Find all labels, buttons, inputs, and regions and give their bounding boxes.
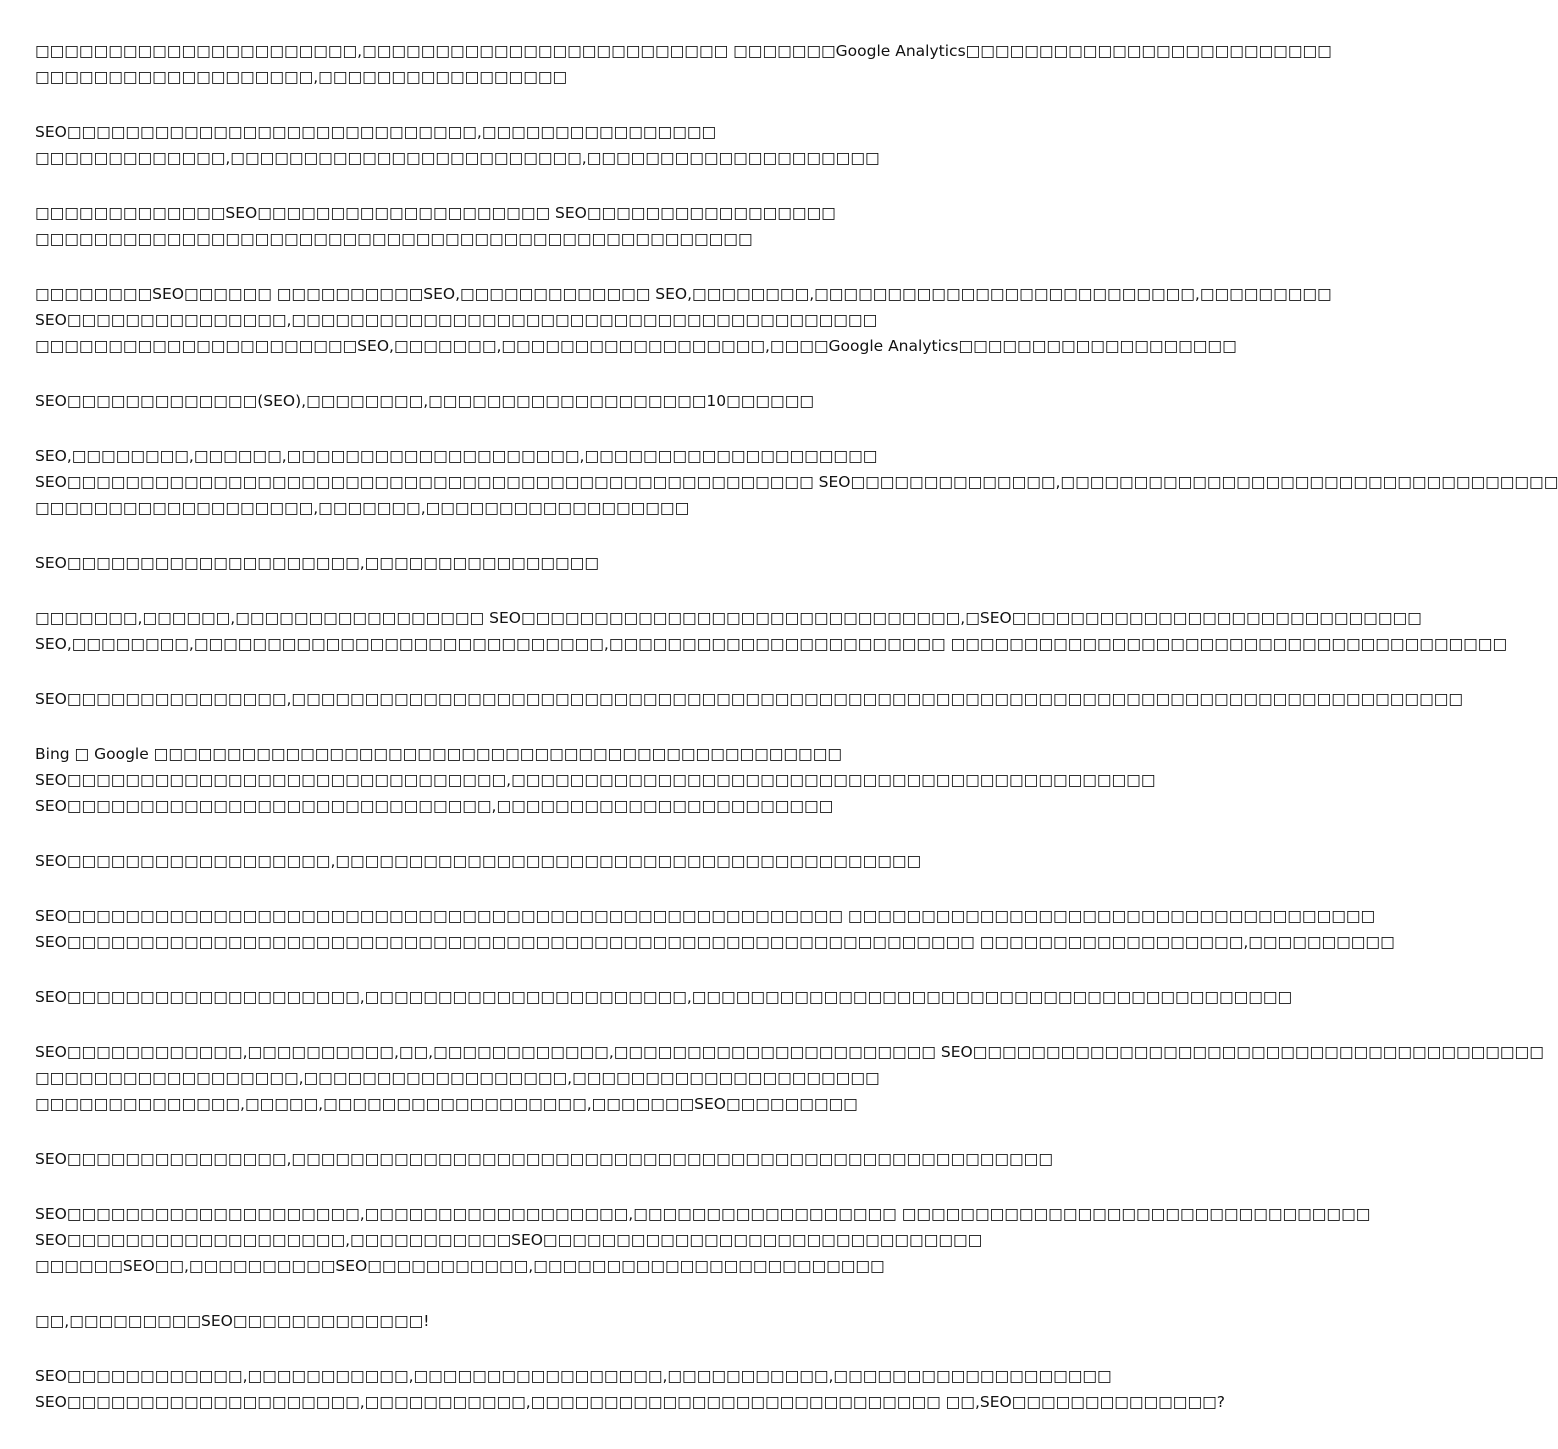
paragraph xyxy=(35,984,1293,1010)
paragraph-line: SEO□□□□□□□□□□□□,□□□□□□□□□□□,□□□□□□□□□□□□□□□□□,□□□□□□□□□□□,□□□□□□□□□□□□□□□□□□□ xyxy=(35,1367,1112,1385)
paragraph-line: SEO□□□□□□□□□□□□□□□□□□□□□□□□□□□□□,□□□□□□□□□□□□□□□□□□□□□□□ xyxy=(35,797,834,815)
paragraph-line: □□□□□□□□□□□□□□□□□□,□□□□□□□□□□□□□□□□□□,□□□□□□□□□□□□□□□□□□□□□ xyxy=(35,1069,880,1087)
paragraph xyxy=(35,686,1464,712)
paragraph xyxy=(35,388,990,414)
paragraph-line: □□□□□□□□□□□□□□□□□□□□□□,□□□□□□□□□□□□□□□□□□□□□□□□□ □□□□□□□Google Analytics□□□□□□□□□□□□□□□□□□□□□□□□□ xyxy=(35,42,1332,60)
paragraph-line: □□□□□□SEO□□,□□□□□□□□□□SEO□□□□□□□□□□□,□□□□□□□□□□□□□□□□□□□□□□□□ xyxy=(35,1257,885,1275)
paragraph xyxy=(35,1201,1371,1279)
paragraph-line: □□□□□□□□□□□□□□□□□□□□□□□□□□□□□□□□□□□□□□□□□□□□□□□□□ xyxy=(35,230,753,248)
paragraph xyxy=(35,605,1508,657)
paragraph-line: SEO□□□□□□□□□□□□□(SEO),□□□□□□□□,□□□□□□□□□□□□□□□□□□□10□□□□□□ xyxy=(35,392,814,410)
paragraph xyxy=(35,1039,1544,1117)
paragraph-line: SEO□□□□□□□□□□□□□□□,□□□□□□□□□□□□□□□□□□□□□□□□□□□□□□□□□□□□□□□□□□□□□□□□□□□□□□□□□□□□□□□□□□□□□□□□□□□□□□□□ xyxy=(35,690,1464,708)
paragraph-line: SEO□□□□□□□□□□□□□□□,□□□□□□□□□□□□□□□□□□□□□□□□□□□□□□□□□□□□□□□□□□□□□□□□□□□□ xyxy=(35,1150,1053,1168)
paragraph-line: SEO□□□□□□□□□□□□□□□□□□□□□□□□□□□□,□□□□□□□□□□□□□□□□ xyxy=(35,123,717,141)
paragraph xyxy=(35,281,1332,359)
paragraph-line: Bing □ Google □□□□□□□□□□□□□□□□□□□□□□□□□□□□□□□□□□□□□□□□□□□□□□□ xyxy=(35,745,842,763)
paragraph xyxy=(35,443,1558,521)
paragraph-line: SEO□□□□□□□□□□□□□□□□□□□□,□□□□□□□□□□□,□□□□□□□□□□□□□□□□□□□□□□□□□□□□ □□,SEO□□□□□□□□□□□□□□? xyxy=(35,1393,1225,1411)
paragraph xyxy=(35,1363,1225,1415)
paragraph-line: SEO□□□□□□□□□□□□□□□□□□□□□□□□□□□□□□,□□□□□□□□□□□□□□□□□□□□□□□□□□□□□□□□□□□□□□□□□□□□ xyxy=(35,771,1156,789)
paragraph-line: □□□□□□□□□□□□□□,□□□□□,□□□□□□□□□□□□□□□□□□,□□□□□□□SEO□□□□□□□□□ xyxy=(35,1095,858,1113)
paragraph-line: SEO□□□□□□□□□□□□□□□□□□,□□□□□□□□□□□□□□□□□□□□□□□□□□□□□□□□□□□□□□□□ xyxy=(35,852,922,870)
paragraph-line: □□,□□□□□□□□□SEO□□□□□□□□□□□□□! xyxy=(35,1312,430,1330)
paragraph xyxy=(35,1146,1053,1172)
paragraph-line: □□□□□□□□□□□□□□□□□□□,□□□□□□□□□□□□□□□□□ xyxy=(35,68,568,86)
paragraph xyxy=(35,848,990,874)
paragraph-line: SEO□□□□□□□□□□□□□□□□□□□□□□□□□□□□□□□□□□□□□□□□□□□□□□□□□□□□□□□□□□□□□□ □□□□□□□□□□□□□□□□□□,□□□□□□□□□□ xyxy=(35,933,1395,951)
paragraph-line: □□□□□□□,□□□□□□,□□□□□□□□□□□□□□□□□ SEO□□□□□□□□□□□□□□□□□□□□□□□□□□□□□□,□SEO□□□□□□□□□□□□□□□□□□□□□□□□□□□□ xyxy=(35,609,1422,627)
paragraph xyxy=(35,550,990,576)
paragraph-line: SEO□□□□□□□□□□□□□□□□□□□□,□□□□□□□□□□□□□□□□ xyxy=(35,554,599,572)
paragraph-line: SEO□□□□□□□□□□□□□□□□□□□□□□□□□□□□□□□□□□□□□□□□□□□□□□□□□□□ SEO□□□□□□□□□□□□□□,□□□□□□□□□□□□□□□□□□□□□□□□□□□□□□□□□□ xyxy=(35,473,1558,491)
paragraph-line: □□□□□□□□□□□□□,□□□□□□□□□□□□□□□□□□□□□□□□,□□□□□□□□□□□□□□□□□□□□ xyxy=(35,149,880,167)
paragraph xyxy=(35,903,1395,955)
paragraph xyxy=(35,200,990,252)
paragraph xyxy=(35,119,990,171)
paragraph-line: SEO□□□□□□□□□□□□□□□□□□□□,□□□□□□□□□□□□□□□□□□,□□□□□□□□□□□□□□□□□□ □□□□□□□□□□□□□□□□□□□□□□□□□□□□□□□□ xyxy=(35,1205,1371,1223)
paragraph-line: □□□□□□□□□□□□□□□□□□□,□□□□□□□,□□□□□□□□□□□□□□□□□□ xyxy=(35,499,690,517)
paragraph xyxy=(35,1308,990,1334)
paragraph-line: □□□□□□□□□□□□□□□□□□□□□□SEO,□□□□□□□,□□□□□□□□□□□□□□□□□□,□□□□Google Analytics□□□□□□□□□□□□□□□□□□□ xyxy=(35,337,1237,355)
paragraph-line: SEO,□□□□□□□□,□□□□□□□□□□□□□□□□□□□□□□□□□□□□,□□□□□□□□□□□□□□□□□□□□□□□ □□□□□□□□□□□□□□□□□□□□□□□□□□□□□□□□□□□□□□ xyxy=(35,635,1508,653)
paragraph-line: SEO□□□□□□□□□□□□,□□□□□□□□□□,□□,□□□□□□□□□□□□,□□□□□□□□□□□□□□□□□□□□□□ SEO□□□□□□□□□□□□□□□□□□□□□□□□□□□□□□□□□□□□□□□ xyxy=(35,1043,1544,1061)
paragraph-line: □□□□□□□□SEO□□□□□□ □□□□□□□□□□SEO,□□□□□□□□□□□□□ SEO,□□□□□□□□,□□□□□□□□□□□□□□□□□□□□□□□□□□,□□□□□□□□□ xyxy=(35,285,1332,303)
paragraph-line: SEO□□□□□□□□□□□□□□□□□□□□,□□□□□□□□□□□□□□□□□□□□□□,□□□□□□□□□□□□□□□□□□□□□□□□□□□□□□□□□□□□□□□□□ xyxy=(35,988,1293,1006)
paragraph-line: SEO□□□□□□□□□□□□□□□□□□□□□□□□□□□□□□□□□□□□□□□□□□□□□□□□□□□□□ □□□□□□□□□□□□□□□□□□□□□□□□□□□□□□□□□□□□ xyxy=(35,907,1376,925)
paragraph xyxy=(35,741,1156,819)
paragraph xyxy=(35,38,1332,90)
paragraph-line: SEO,□□□□□□□□,□□□□□□,□□□□□□□□□□□□□□□□□□□□,□□□□□□□□□□□□□□□□□□□□ xyxy=(35,447,878,465)
paragraph-line: SEO□□□□□□□□□□□□□□□□□□□,□□□□□□□□□□□SEO□□□□□□□□□□□□□□□□□□□□□□□□□□□□□□ xyxy=(35,1231,983,1249)
paragraph-line: SEO□□□□□□□□□□□□□□□,□□□□□□□□□□□□□□□□□□□□□□□□□□□□□□□□□□□□□□□□ xyxy=(35,311,878,329)
paragraph-line: □□□□□□□□□□□□□SEO□□□□□□□□□□□□□□□□□□□□ SEO□□□□□□□□□□□□□□□□□ xyxy=(35,204,836,222)
